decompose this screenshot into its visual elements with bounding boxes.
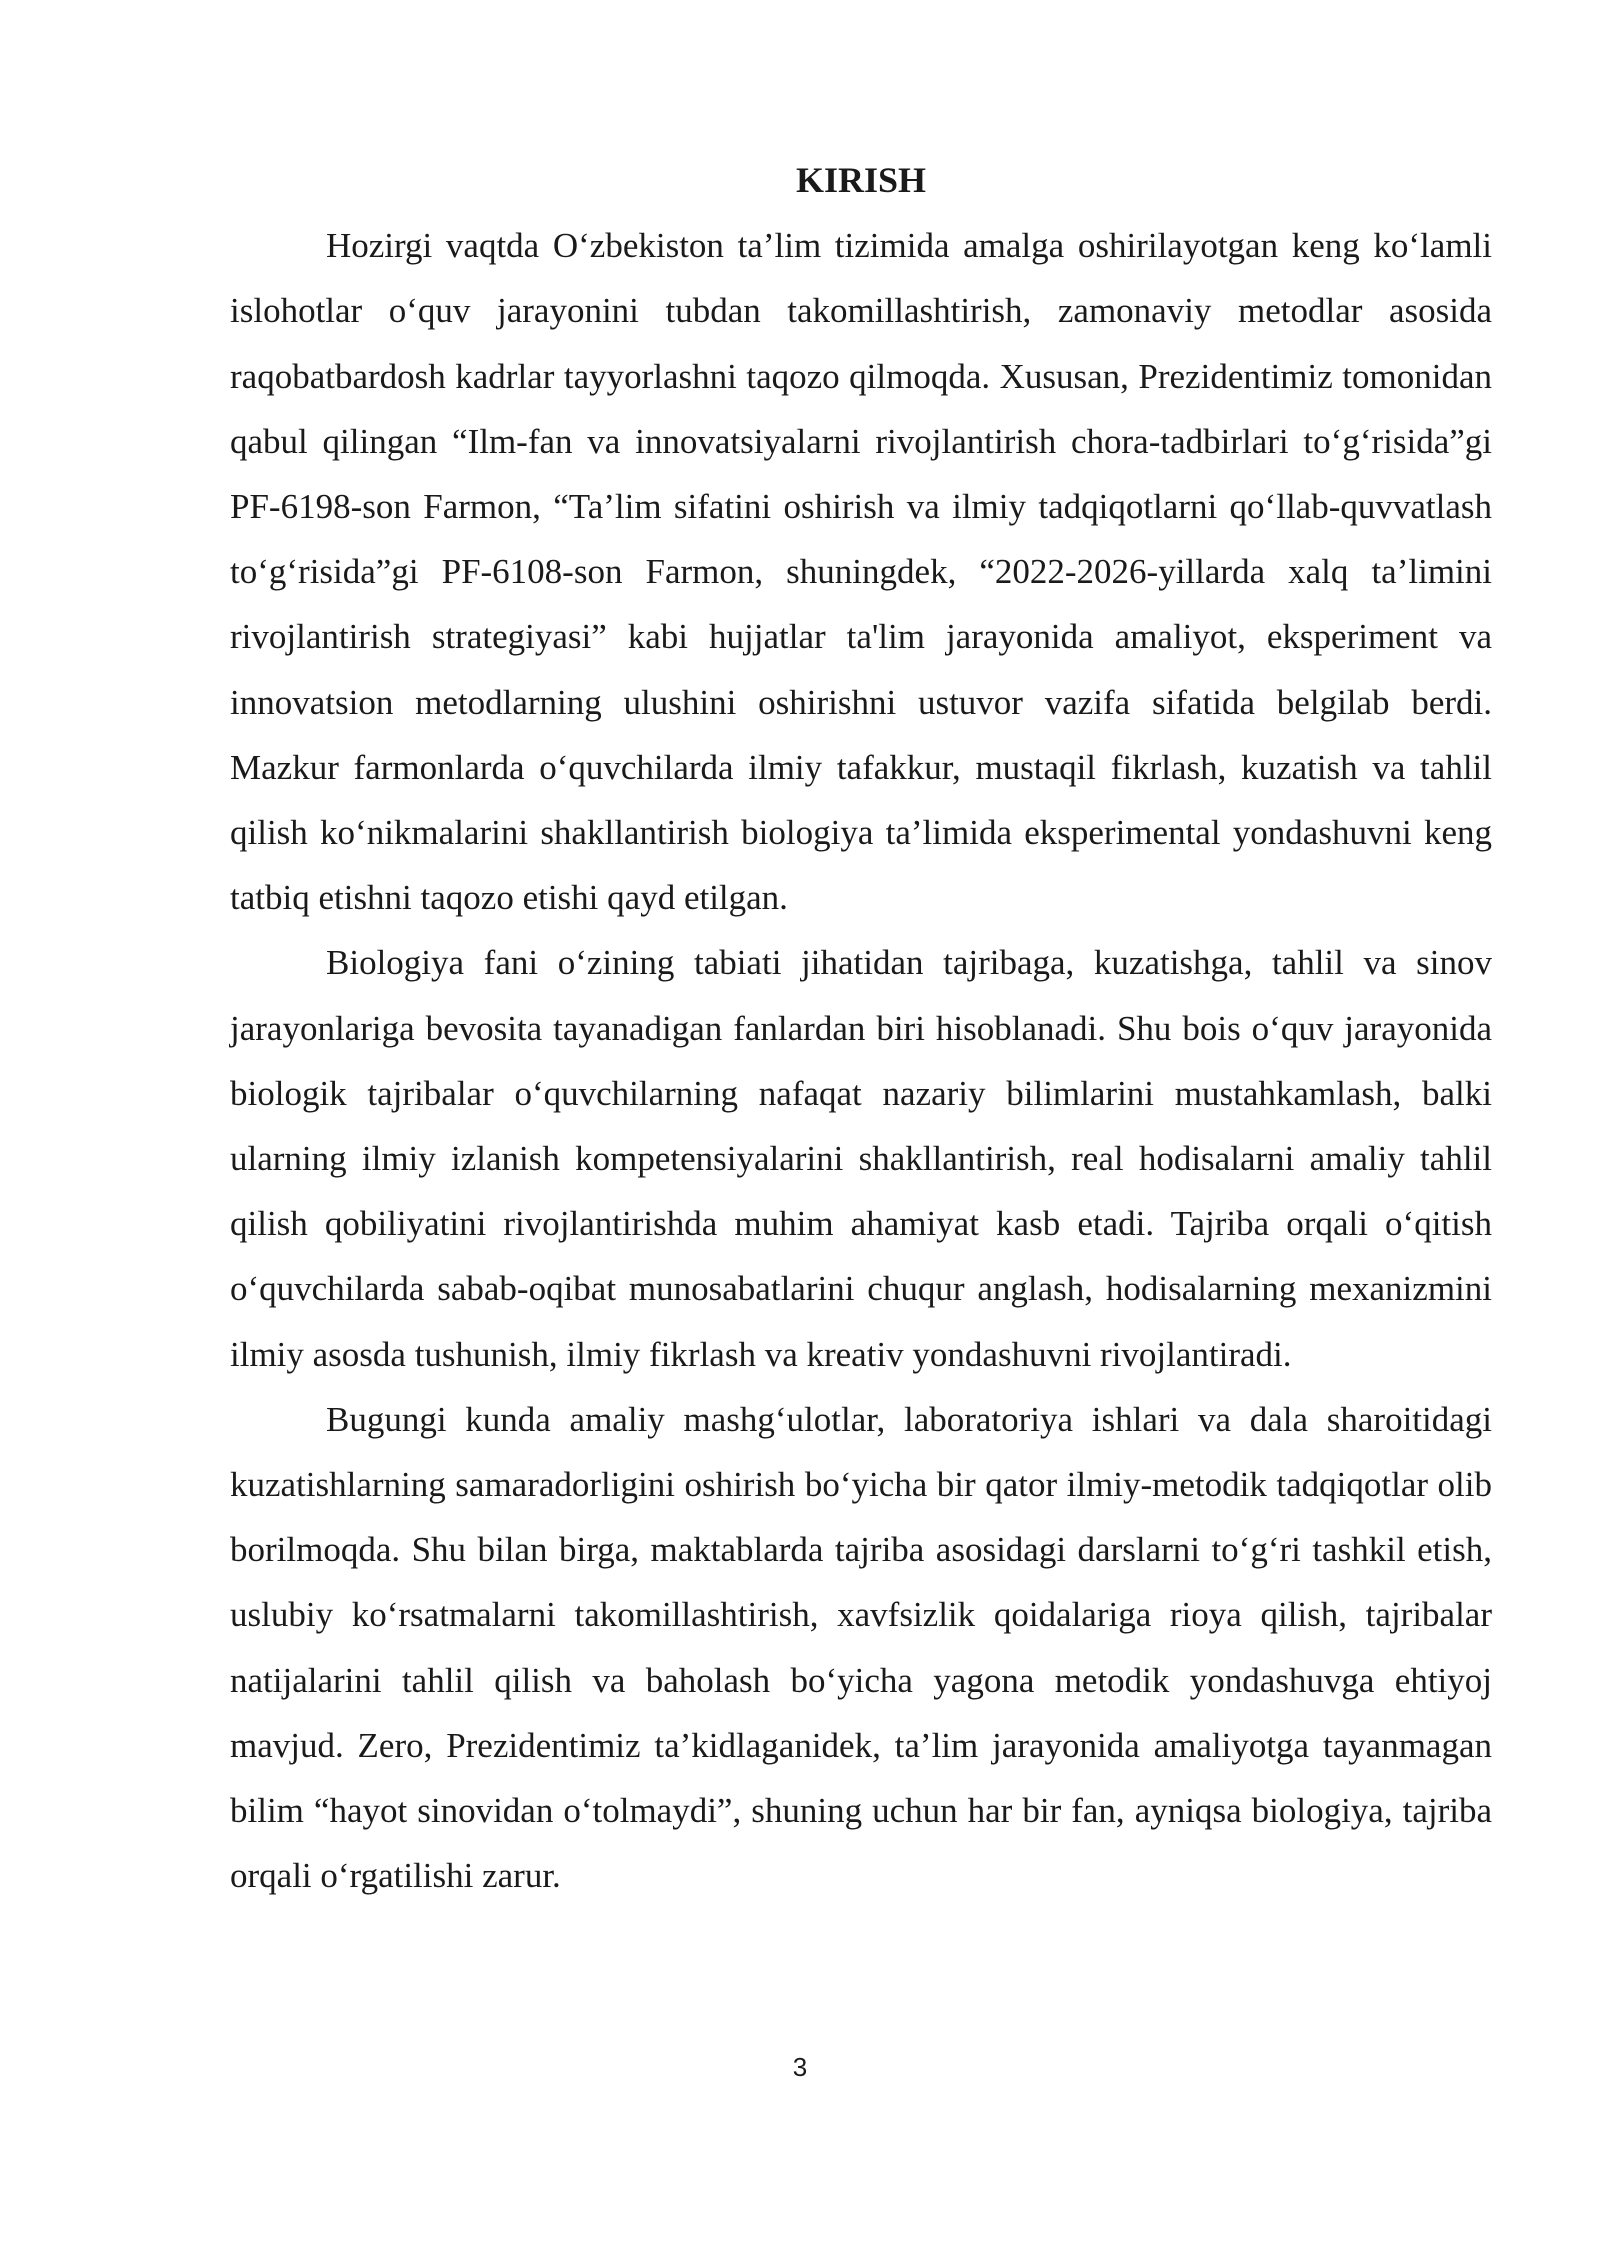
paragraph-3: Bugungi kunda amaliy mashg‘ulotlar, laboratoriya ishlari va dala sharoitidagi kuzatishlarning samaradorligini oshirish bo‘yicha bir qator ilmiy-metodik tadqiqotlar olib borilmoqda. Shu bilan birga, maktablarda tajriba asosidagi darslarni to‘g‘ri tashkil etish, uslubiy ko‘rsatmalarni takomillashtirish, xavfsizlik qoidalariga rioya qilish, tajribalar natijalarini tahlil qilish va baholash bo‘yicha yagona metodik yondashuvga ehtiyoj mavjud. Zero, Prezidentimiz ta’kidlaganidek, ta’lim jarayonida amaliyotga tayanmagan bilim “hayot sinovidan o‘tolmaydi”, shuning uchun har bir fan, ayniqsa biologiya, tajriba orqali o‘rgatilishi zarur. xyxy=(230,1399,1492,1896)
paragraph-2: Biologiya fani o‘zining tabiati jihatidan tajribaga, kuzatishga, tahlil va sinov jarayonlariga bevosita tayanadigan fanlardan biri hisoblanadi. Shu bois o‘quv jarayonida biologik tajribalar o‘quvchilarning nafaqat nazariy bilimlarini mustahkamlash, balki ularning ilmiy izlanish kompetensiyalarini shakllantirish, real hodisalarni amaliy tahlil qilish qobiliyatini rivojlantirishda muhim ahamiyat kasb etadi. Tajriba orqali o‘qitish o‘quvchilarda sabab-oqibat munosabatlarini chuqur anglash, hodisalarning mexanizmini ilmiy asosda tushunish, ilmiy fikrlash va kreativ yondashuvni rivojlantiradi. xyxy=(230,943,1492,1374)
section-title: KIRISH xyxy=(795,160,927,200)
paragraph-1: Hozirgi vaqtda O‘zbekiston ta’lim tizimida amalga oshirilayotgan keng ko‘lamli islohotlar o‘quv jarayonini tubdan takomillashtirish, zamonaviy metodlar asosida raqobatbardosh kadrlar tayyorlashni taqozo qilmoqda. Xususan, Prezidentimiz tomonidan qabul qilingan “Ilm-fan va innovatsiyalarni rivojlantirish chora-tadbirlari to‘g‘risida”gi PF-6198-son Farmon, “Ta’lim sifatini oshirish va ilmiy tadqiqotlarni qo‘llab-quvvatlash to‘g‘risida”gi PF-6108-son Farmon, shuningdek, “2022-2026-yillarda xalq ta’limini rivojlantirish strategiyasi” kabi hujjatlar ta'lim jarayonida amaliyot, eksperiment va innovatsion metodlarning ulushini oshirishni ustuvor vazifa sifatida belgilab berdi. Mazkur farmonlarda o‘quvchilarda ilmiy tafakkur, mustaqil fikrlash, kuzatish va tahlil qilish ko‘nikmalarini shakllantirish biologiya ta’limida eksperimental yondashuvni keng tatbiq etishni taqozo etishi qayd etilgan. xyxy=(230,226,1492,918)
page-number: 3 xyxy=(792,2052,808,2082)
page-content xyxy=(230,148,1492,1908)
